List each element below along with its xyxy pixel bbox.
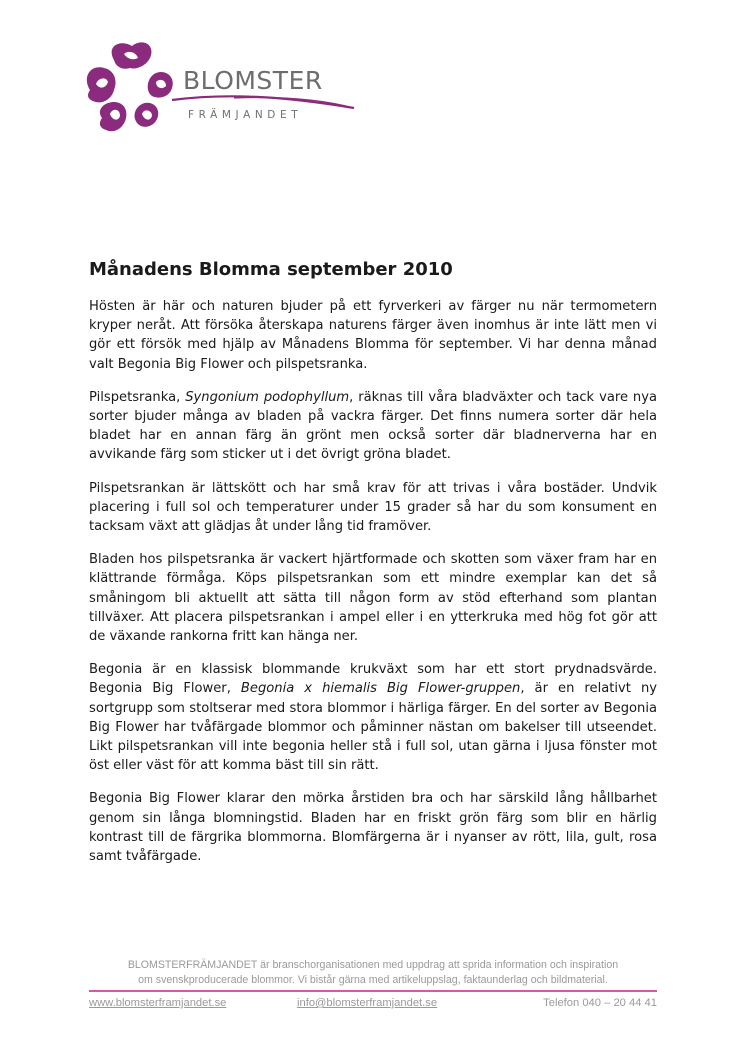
article-body bbox=[89, 297, 657, 880]
latin-name-syngonium: Syngonium podophyllum bbox=[185, 389, 350, 405]
paragraph-2-lead: Pilspetsranka, bbox=[89, 389, 186, 405]
document-title: Månadens Blomma september 2010 bbox=[89, 259, 453, 280]
logo bbox=[84, 40, 374, 140]
paragraph-3: Pilspetsrankan är lättskött och har små krav för att trivas i våra bostäder. Undvik placering i full sol och temperaturer under 15 grader så har du som konsument en tacksam växt att glädjas åt under lång tid framöver. bbox=[89, 480, 657, 535]
paragraph-2-rest: , räknas till våra bladväxter och tack vare nya sorter bjuder många av bladen på vackra färger. Det finns numera sorter där hela bladet har en annan färg än grönt men också sorter där bladnerverna har en avvikande färg som sticker ut i det övrigt gröna bladet. bbox=[89, 389, 658, 463]
phone-number: Telefon 040 – 20 44 41 bbox=[543, 997, 657, 1009]
footer-line-2: om svenskproducerade blommor. Vi bistår gärna med artikeluppslag, faktaunderlag och bildmaterial. bbox=[138, 974, 608, 986]
website-link[interactable]: www.blomsterframjandet.se bbox=[89, 997, 227, 1009]
paragraph-2 bbox=[89, 388, 657, 465]
email-link[interactable]: info@blomsterframjandet.se bbox=[297, 997, 438, 1009]
footer-description bbox=[89, 958, 657, 988]
latin-name-begonia: Begonia x hiemalis Big Flower-gruppen bbox=[240, 681, 521, 697]
paragraph-6: Begonia Big Flower klarar den mörka årstiden bra och har särskild lång hållbarhet genom sin långa blomningstid. Bladen har en friskt grön färg som blir en härlig kontrast till de färgrika blommorna. Blomfärgerna är i nyanser av rött, lila, gult, rosa samt tvåfärgade. bbox=[89, 791, 657, 865]
brand-subtitle: FRÄMJANDET bbox=[188, 109, 303, 121]
footer-line-1: BLOMSTERFRÄMJANDET är branschorganisationen med uppdrag att sprida information och inspiration bbox=[127, 959, 619, 971]
paragraph-5-lead: Begonia är en klassisk blommande krukväxt som har ett stort prydnadsvärde. Begonia Big Flower, bbox=[89, 662, 657, 697]
paragraph-1: Hösten är här och naturen bjuder på ett fyrverkeri av färger nu när termometern kryper neråt. Att försöka återskapa naturens färger även inomhus är inte lätt men vi gör ett försök med hjälp av Månadens Blomma för september. Vi har denna månad valt Begonia Big Flower och pilspetsranka. bbox=[89, 299, 657, 372]
footer-divider bbox=[89, 990, 657, 992]
paragraph-5-rest: , är en relativt ny sortgrupp som stoltserar med stora blommor i härliga färger. En del sorter av Begonia Big Flower har tvåfärgade blommor och påminner nästan om bakelser till utseendet. Likt pilspetsrankan vill inte begonia heller stå i full sol, utan gärna i ljusa fönster mot öst eller väst för att komma bäst till sin rätt. bbox=[89, 681, 657, 774]
paragraph-4: Bladen hos pilspetsranka är vackert hjärtformade och skotten som växer fram har en klättrande förmåga. Köps pilspetsrankan som ett mindre exemplar kan det så småningom bli aktuellt att sätta till någon form av stöd efterhand som plantan tillväxer. Att placera pilspetsrankan i ampel eller i en ytterkruka med hög fot gör att de växande rankorna fritt kan hänga ner. bbox=[89, 552, 657, 645]
footer-contacts bbox=[89, 997, 657, 1013]
paragraph-5 bbox=[89, 660, 657, 775]
brand-name: BLOMSTER bbox=[183, 66, 323, 95]
